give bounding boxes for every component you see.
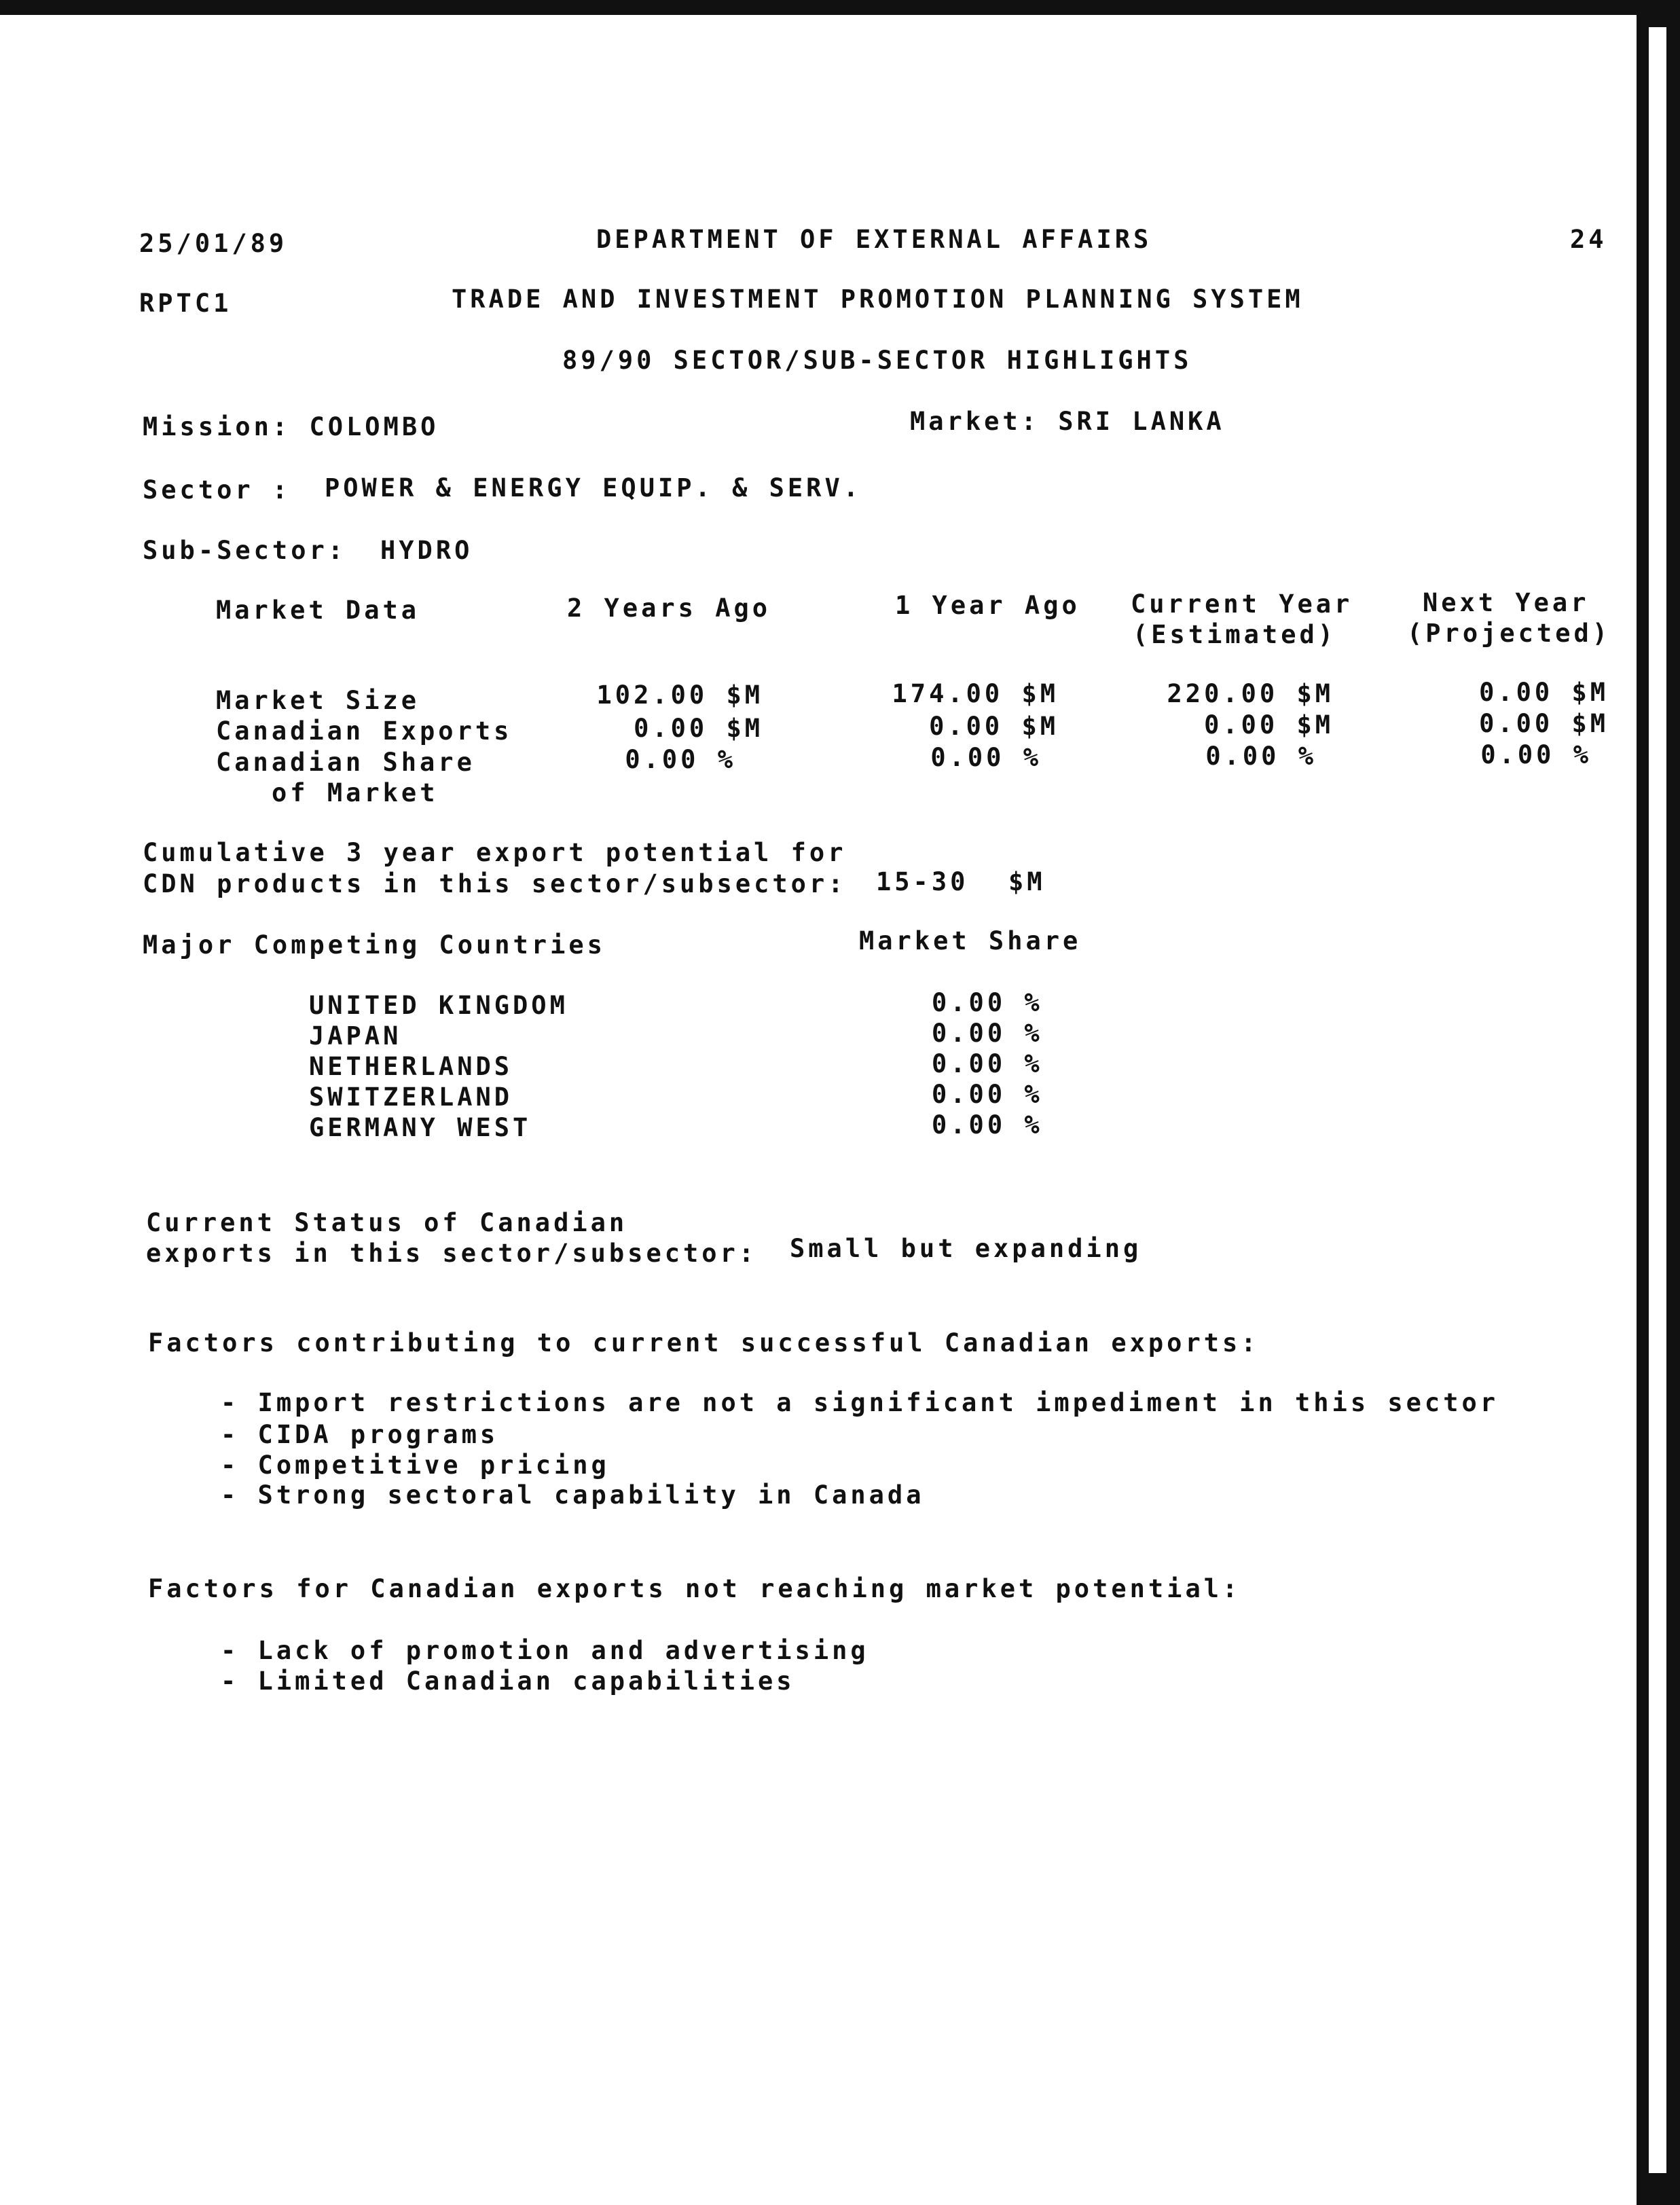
market-size-2y: 102.00 $M xyxy=(596,680,763,710)
row-label-market-size: Market Size xyxy=(216,686,420,715)
status-value: Small but expanding xyxy=(790,1234,1142,1263)
share-2y: 0.00 % xyxy=(625,745,736,774)
competitors-heading: Major Competing Countries xyxy=(143,930,606,960)
share-1y: 0.00 % xyxy=(930,743,1042,772)
success-factors-heading: Factors contributing to current successful Canadian exports: xyxy=(148,1328,1260,1357)
export-potential-line2: CDN products in this sector/subsector: xyxy=(143,869,847,898)
market-size-current: 220.00 $M xyxy=(1167,679,1334,708)
competitor-share: 0.00 % xyxy=(932,1110,1043,1140)
competitor-country: JAPAN xyxy=(309,1021,402,1051)
next-year-header: Next Year xyxy=(1423,588,1590,617)
row-label-canadian-share: Canadian Share xyxy=(216,748,475,777)
export-potential-unit: $M xyxy=(1008,867,1046,896)
exports-2y: 0.00 $M xyxy=(634,714,763,743)
exports-current: 0.00 $M xyxy=(1204,710,1334,740)
competitor-share: 0.00 % xyxy=(932,1049,1043,1078)
share-current: 0.00 % xyxy=(1205,742,1317,771)
sector-label: Sector : xyxy=(143,475,291,505)
exports-next: 0.00 $M xyxy=(1479,709,1609,738)
next-year-subheader: (Projected) xyxy=(1407,619,1611,648)
market-line: Market: SRI LANKA xyxy=(910,407,1225,436)
row-label-canadian-exports: Canadian Exports xyxy=(216,716,513,746)
two-years-ago-header: 2 Years Ago xyxy=(567,594,771,623)
barrier-factors-heading: Factors for Canadian exports not reaching market potential: xyxy=(148,1574,1241,1603)
mission-line: Mission: COLOMBO xyxy=(143,412,439,441)
success-factor-item: - CIDA programs xyxy=(221,1420,499,1449)
competitor-share: 0.00 % xyxy=(932,1080,1043,1109)
barrier-factor-item: - Limited Canadian capabilities xyxy=(221,1666,795,1696)
barrier-factor-item: - Lack of promotion and advertising xyxy=(221,1636,869,1665)
competitor-country: SWITZERLAND xyxy=(309,1082,513,1112)
competitor-country: UNITED KINGDOM xyxy=(309,991,568,1020)
page-number: 24 xyxy=(1570,225,1607,254)
competitor-share: 0.00 % xyxy=(932,988,1043,1017)
success-factor-item: - Import restrictions are not a significant impediment in this sector xyxy=(221,1388,1499,1417)
exports-1y: 0.00 $M xyxy=(929,712,1059,741)
department-title: DEPARTMENT OF EXTERNAL AFFAIRS xyxy=(596,225,1152,254)
subsector-label: Sub-Sector: xyxy=(143,536,347,565)
export-potential-line1: Cumulative 3 year export potential for xyxy=(143,838,847,867)
one-year-ago-header: 1 Year Ago xyxy=(895,591,1080,620)
subsector-value: HYDRO xyxy=(380,536,473,565)
status-line1: Current Status of Canadian xyxy=(146,1208,628,1237)
sector-value: POWER & ENERGY EQUIP. & SERV. xyxy=(325,473,862,503)
success-factor-item: - Strong sectoral capability in Canada xyxy=(221,1480,925,1510)
market-data-header: Market Data xyxy=(216,596,420,625)
export-potential-value: 15-30 xyxy=(876,867,969,896)
share-next: 0.00 % xyxy=(1480,740,1592,769)
success-factor-item: - Competitive pricing xyxy=(221,1451,610,1480)
report-title: 89/90 SECTOR/SUB-SECTOR HIGHLIGHTS xyxy=(562,346,1192,375)
competitor-country: GERMANY WEST xyxy=(309,1113,532,1142)
current-year-subheader: (Estimated) xyxy=(1133,620,1337,649)
competitor-share: 0.00 % xyxy=(932,1019,1043,1048)
market-share-heading: Market Share xyxy=(859,926,1082,955)
scan-top-border xyxy=(0,0,1680,15)
scan-right-border-inner xyxy=(1649,27,1666,2173)
system-title: TRADE AND INVESTMENT PROMOTION PLANNING SYSTEM xyxy=(452,285,1304,314)
market-size-1y: 174.00 $M xyxy=(892,679,1059,708)
competitor-country: NETHERLANDS xyxy=(309,1052,513,1081)
row-label-of-market: of Market xyxy=(272,778,439,807)
status-line2: exports in this sector/subsector: xyxy=(146,1239,758,1268)
report-date: 25/01/89 xyxy=(139,229,288,258)
market-size-next: 0.00 $M xyxy=(1479,678,1609,707)
report-code: RPTC1 xyxy=(139,289,232,318)
current-year-header: Current Year xyxy=(1131,589,1353,619)
